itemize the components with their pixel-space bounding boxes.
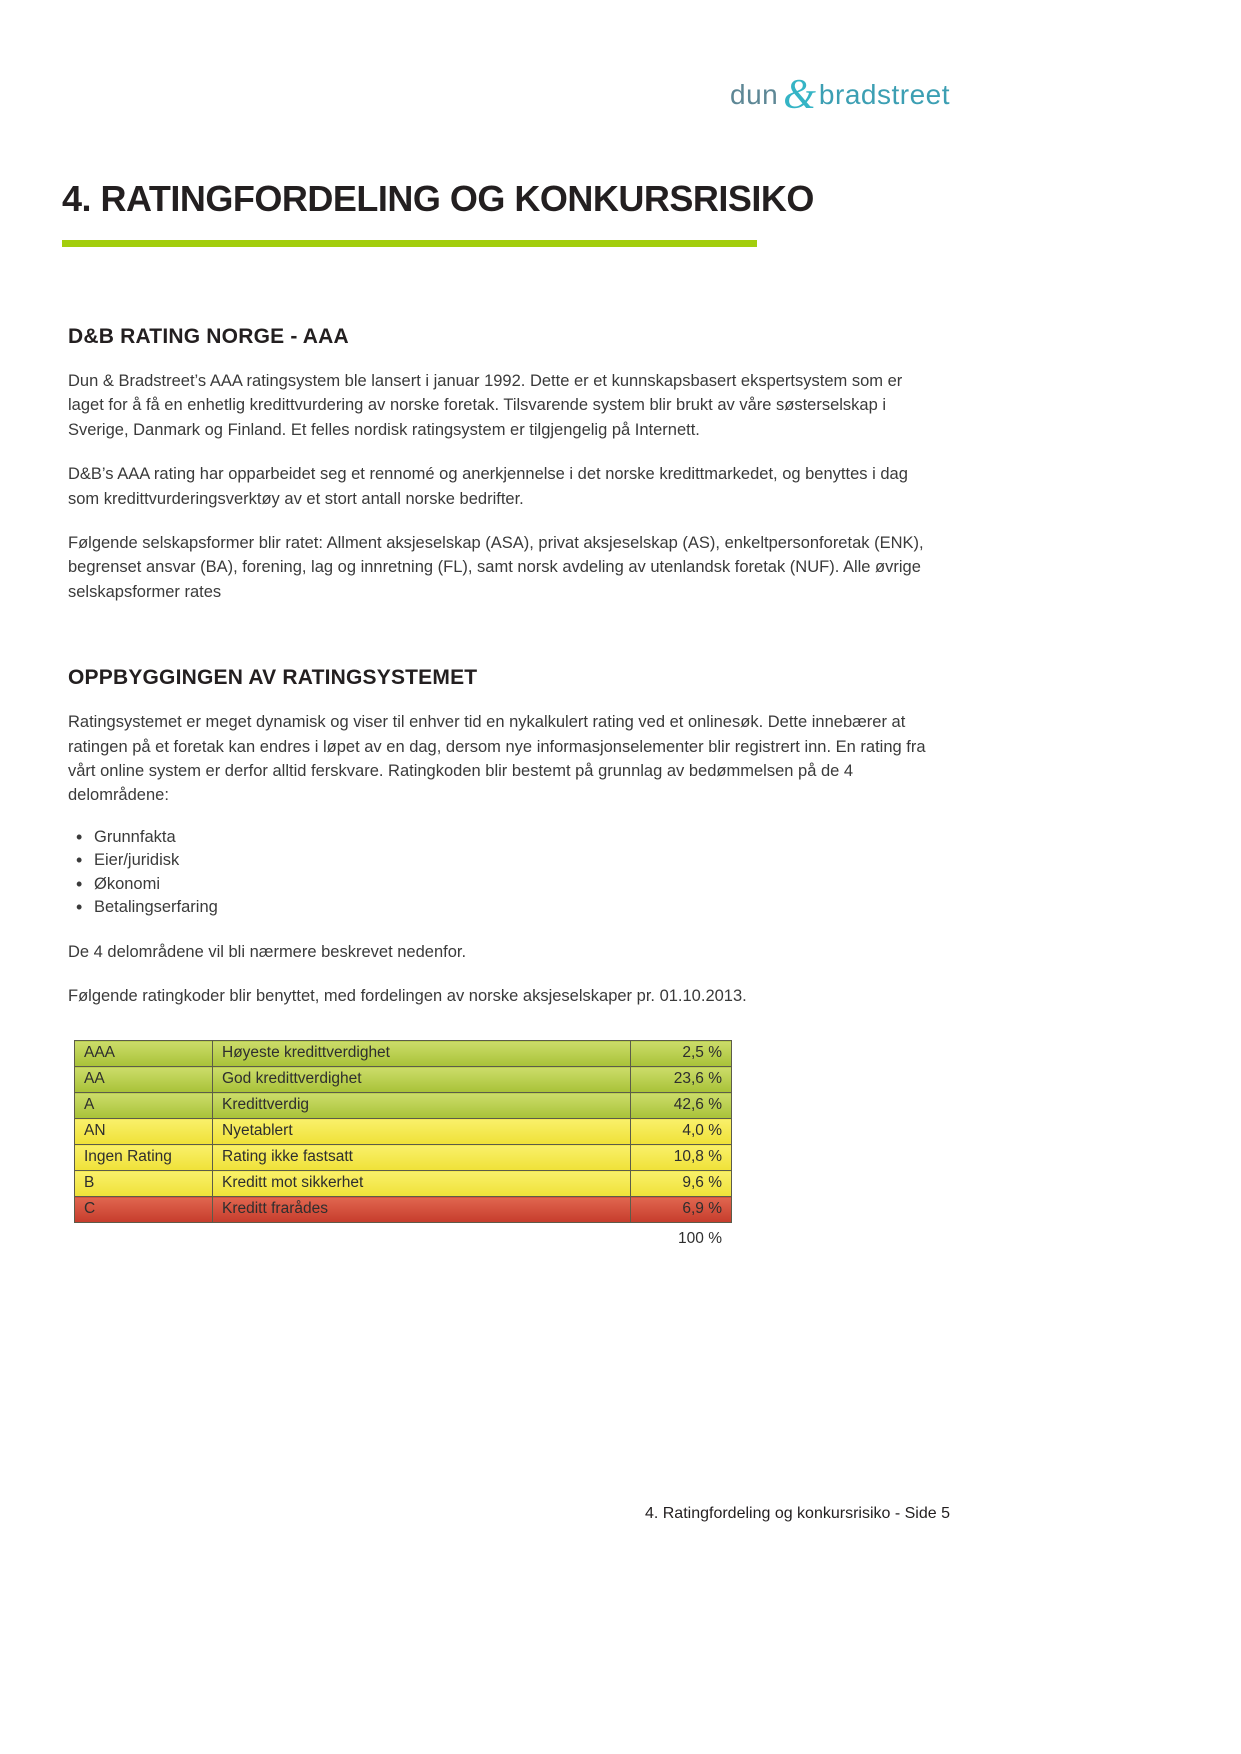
- rating-distribution-table: [74, 1040, 732, 1223]
- rating-description: Rating ikke fastsatt: [213, 1145, 631, 1171]
- paragraph: Følgende selskapsformer blir ratet: Allment aksjeselskap (ASA), privat aksjeselskap (AS), enkeltpersonforetak (ENK), begrenset ansvar (BA), forening, lag og innretning (FL), samt norsk avdeling av utenlandsk foretak (NUF). Alle øvrige selskapsformer rates: [68, 534, 924, 601]
- header: [62, 70, 950, 116]
- logo-ampersand-icon: &: [783, 72, 816, 118]
- dun-bradstreet-logo: [730, 70, 950, 118]
- rating-percent: 4,0 %: [631, 1119, 732, 1145]
- bullet-item: • Betalingserfaring: [76, 896, 950, 919]
- table-row: [75, 1197, 732, 1223]
- bullet-item: • Grunnfakta: [76, 826, 950, 849]
- rating-percent: 2,5 %: [631, 1041, 732, 1067]
- rating-percent: 9,6 %: [631, 1171, 732, 1197]
- table-total-percent: 100 %: [678, 1230, 722, 1248]
- rating-code: C: [75, 1197, 213, 1223]
- rating-description: Nyetablert: [213, 1119, 631, 1145]
- paragraph: Ratingsystemet er meget dynamisk og viser til enhver tid en nykalkulert rating ved et onlinesøk. Dette innebærer at ratingen på et foretak kan endres i løpet av en dag, dersom nye informasjonselementer blir registrert inn. En rating fra vårt online system er derfor alltid ferskvare. Ratingkoden blir bestemt på grunnlag av bedømmelsen på de 4 delområdene:: [68, 713, 926, 805]
- rating-percent: 23,6 %: [631, 1067, 732, 1093]
- logo-text-bradstreet: bradstreet: [818, 79, 950, 110]
- rating-code: Ingen Rating: [75, 1145, 213, 1171]
- rating-description: Høyeste kredittverdighet: [213, 1041, 631, 1067]
- paragraph: De 4 delområdene vil bli nærmere beskrevet nedenfor.: [68, 942, 467, 961]
- rating-code: AA: [75, 1067, 213, 1093]
- rating-description: Kreditt mot sikkerhet: [213, 1171, 631, 1197]
- paragraph: D&B’s AAA rating har opparbeidet seg et rennomé og anerkjennelse i det norske kredittmarkedet, og benyttes i dag som kredittvurderingsverktøy av et stort antall norske bedrifter.: [68, 465, 908, 508]
- rating-code: A: [75, 1093, 213, 1119]
- rating-code: B: [75, 1171, 213, 1197]
- section-heading: OPPBYGGINGEN AV RATINGSYSTEMET: [68, 666, 478, 690]
- rating-percent: 10,8 %: [631, 1145, 732, 1171]
- rating-code: AAA: [75, 1041, 213, 1067]
- table-row: [75, 1145, 732, 1171]
- rating-percent: 6,9 %: [631, 1197, 732, 1223]
- bullet-item: • Eier/juridisk: [76, 849, 950, 872]
- rating-description: Kredittverdig: [213, 1093, 631, 1119]
- section-db-rating-norge: [62, 325, 950, 604]
- page-title: 4. RATINGFORDELING OG KONKURSRISIKO: [62, 178, 814, 219]
- table-row: [75, 1067, 732, 1093]
- table-row: [75, 1093, 732, 1119]
- rating-areas-list: [76, 826, 950, 920]
- rating-code: AN: [75, 1119, 213, 1145]
- section-oppbyggingen: [62, 666, 950, 1008]
- title-underline-rule: [62, 240, 757, 247]
- paragraph: Følgende ratingkoder blir benyttet, med fordelingen av norske aksjeselskaper pr. 01.10.2013.: [68, 986, 747, 1005]
- table-row: [75, 1171, 732, 1197]
- rating-description: God kredittverdighet: [213, 1067, 631, 1093]
- paragraph: Dun & Bradstreet’s AAA ratingsystem ble lansert i januar 1992. Dette er et kunnskapsbasert ekspertsystem som er laget for å få en enhetlig kredittvurdering av norske foretak. Tilsvarende system blir brukt av våre søsterselskap i Sverige, Danmark og Finland. Et felles nordisk ratingsystem er tilgjengelig på Internett.: [68, 372, 903, 439]
- bullet-item: • Økonomi: [76, 873, 950, 896]
- logo-text-dun: dun: [730, 79, 779, 110]
- page-footer: 4. Ratingfordeling og konkursrisiko - Side 5: [644, 1505, 950, 1522]
- table-row: [75, 1119, 732, 1145]
- table-row: [75, 1041, 732, 1067]
- rating-percent: 42,6 %: [631, 1093, 732, 1119]
- section-heading: D&B RATING NORGE - AAA: [68, 325, 349, 348]
- rating-description: Kreditt frarådes: [213, 1197, 631, 1223]
